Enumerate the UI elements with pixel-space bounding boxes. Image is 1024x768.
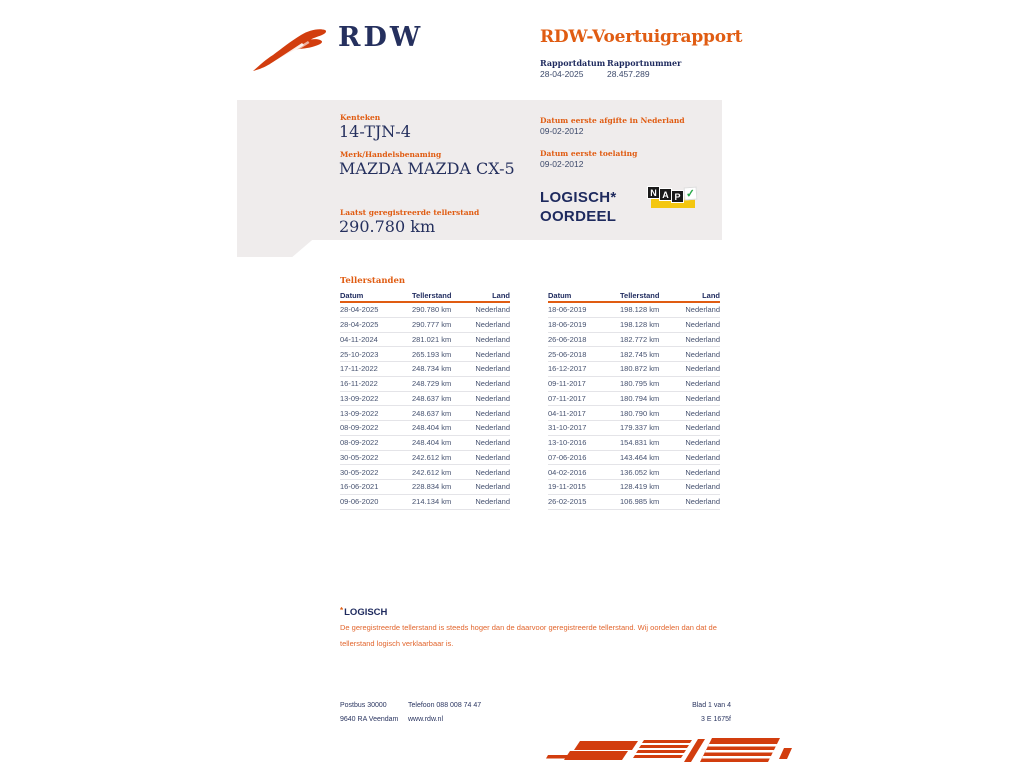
footer-page-number: Blad 1 van 4 xyxy=(692,702,731,709)
cell-land: Nederland xyxy=(475,305,510,315)
table-body-left xyxy=(340,303,510,510)
cell-land: Nederland xyxy=(475,467,510,477)
cell-land: Nederland xyxy=(475,438,510,448)
cell-tellerstand: 265.193 km xyxy=(412,349,452,359)
table-row xyxy=(548,377,720,392)
cell-datum: 31-10-2017 xyxy=(548,423,587,433)
footnote-title: LOGISCH xyxy=(344,607,388,618)
cell-tellerstand: 281.021 km xyxy=(412,334,452,344)
cell-tellerstand: 106.985 km xyxy=(620,497,660,507)
cell-land: Nederland xyxy=(685,467,720,477)
cell-datum: 18-06-2019 xyxy=(548,320,587,330)
footer-website: www.rdw.nl xyxy=(408,716,444,723)
merk-value: MAZDA MAZDA CX-5 xyxy=(339,159,515,178)
cell-datum: 13-09-2022 xyxy=(340,408,379,418)
cell-land: Nederland xyxy=(475,364,510,374)
footer-form-code: 3 E 1675f xyxy=(701,716,731,723)
cell-datum: 16-06-2021 xyxy=(340,482,379,492)
kenteken-label: Kenteken xyxy=(340,113,381,122)
cell-tellerstand: 248.637 km xyxy=(412,393,452,403)
table-row xyxy=(340,480,510,495)
cell-land: Nederland xyxy=(685,334,720,344)
nap-logo xyxy=(647,185,697,211)
cell-land: Nederland xyxy=(685,452,720,462)
report-title: RDW-Voertuigrapport xyxy=(540,27,743,47)
nap-letter-a: A xyxy=(659,188,672,201)
cell-land: Nederland xyxy=(475,349,510,359)
rdw-logo-text: RDW xyxy=(338,22,424,53)
tellerstanden-title: Tellerstanden xyxy=(340,276,406,286)
cell-land: Nederland xyxy=(685,393,720,403)
cell-tellerstand: 214.134 km xyxy=(412,497,452,507)
table-row xyxy=(340,495,510,510)
table-row xyxy=(340,421,510,436)
cell-land: Nederland xyxy=(475,497,510,507)
table-row xyxy=(340,451,510,466)
merk-label: Merk/Handelsbenaming xyxy=(340,150,442,159)
cell-land: Nederland xyxy=(685,320,720,330)
footer-address-line2: 9640 RA Veendam xyxy=(340,716,399,723)
table-row xyxy=(548,436,720,451)
cell-datum: 28-04-2025 xyxy=(340,320,379,330)
report-date-label: Rapportdatum xyxy=(540,58,606,68)
cell-tellerstand: 143.464 km xyxy=(620,452,660,462)
cell-tellerstand: 128.419 km xyxy=(620,482,660,492)
cell-land: Nederland xyxy=(685,482,720,492)
cell-tellerstand: 248.404 km xyxy=(412,438,452,448)
cell-land: Nederland xyxy=(685,305,720,315)
cell-tellerstand: 180.794 km xyxy=(620,393,660,403)
nap-letter-p: P xyxy=(671,190,684,203)
cell-datum: 07-11-2017 xyxy=(548,393,586,403)
afgifte-label: Datum eerste afgifte in Nederland xyxy=(540,116,685,125)
cell-tellerstand: 182.745 km xyxy=(620,349,660,359)
cell-land: Nederland xyxy=(475,452,510,462)
cell-datum: 04-11-2017 xyxy=(548,408,586,418)
cell-land: Nederland xyxy=(685,349,720,359)
cell-land: Nederland xyxy=(685,438,720,448)
col-header-datum: Datum xyxy=(340,291,364,300)
nap-letter-n: N xyxy=(647,186,660,199)
cell-datum: 25-10-2023 xyxy=(340,349,379,359)
table-row xyxy=(548,406,720,421)
table-row xyxy=(340,318,510,333)
cell-land: Nederland xyxy=(475,379,510,389)
cell-datum: 13-09-2022 xyxy=(340,393,379,403)
table-row xyxy=(340,392,510,407)
table-row xyxy=(548,465,720,480)
cell-land: Nederland xyxy=(685,408,720,418)
col-header-tellerstand: Tellerstand xyxy=(620,291,660,300)
report-number-label: Rapportnummer xyxy=(607,58,682,68)
cell-tellerstand: 182.772 km xyxy=(620,334,660,344)
table-header-row xyxy=(548,290,720,303)
kenteken-value: 14-TJN-4 xyxy=(339,122,411,141)
table-row xyxy=(548,392,720,407)
cell-datum: 30-05-2022 xyxy=(340,467,379,477)
table-row xyxy=(340,465,510,480)
footnote-asterisk: * xyxy=(340,606,344,615)
tellerstanden-table-right xyxy=(548,290,720,510)
oordeel-text xyxy=(540,188,617,226)
cell-land: Nederland xyxy=(475,408,510,418)
table-row xyxy=(548,303,720,318)
oordeel-line2: OORDEEL xyxy=(540,208,617,225)
cell-land: Nederland xyxy=(475,320,510,330)
cell-land: Nederland xyxy=(685,423,720,433)
cell-land: Nederland xyxy=(685,364,720,374)
cell-datum: 08-09-2022 xyxy=(340,423,379,433)
footnote-text: De geregistreerde tellerstand is steeds hoger dan de daarvoor geregistreerde tellerstand. Wij oordelen dan dat de tellerstand logisch verklaarbaar is. xyxy=(340,623,717,648)
footnote-heading xyxy=(340,606,387,618)
col-header-datum: Datum xyxy=(548,291,572,300)
table-row xyxy=(548,495,720,510)
cell-datum: 13-10-2016 xyxy=(548,438,587,448)
cell-datum: 16-12-2017 xyxy=(548,364,587,374)
cell-datum: 04-02-2016 xyxy=(548,467,587,477)
cell-land: Nederland xyxy=(685,497,720,507)
table-header-row xyxy=(340,290,510,303)
cell-tellerstand: 228.834 km xyxy=(412,482,452,492)
cell-datum: 07-06-2016 xyxy=(548,452,587,462)
cell-datum: 04-11-2024 xyxy=(340,334,378,344)
cell-tellerstand: 180.872 km xyxy=(620,364,660,374)
table-row xyxy=(548,318,720,333)
table-row xyxy=(548,480,720,495)
cell-tellerstand: 242.612 km xyxy=(412,452,452,462)
tellerstanden-table-left xyxy=(340,290,510,510)
table-body-right xyxy=(548,303,720,510)
cell-tellerstand: 198.128 km xyxy=(620,305,660,315)
cell-datum: 26-02-2015 xyxy=(548,497,587,507)
oordeel-line1: LOGISCH* xyxy=(540,189,617,206)
cell-datum: 25-06-2018 xyxy=(548,349,587,359)
cell-tellerstand: 248.404 km xyxy=(412,423,452,433)
report-number-value: 28.457.289 xyxy=(607,69,650,79)
table-row xyxy=(340,347,510,362)
cell-land: Nederland xyxy=(475,423,510,433)
cell-land: Nederland xyxy=(475,393,510,403)
table-row xyxy=(340,406,510,421)
cell-land: Nederland xyxy=(475,334,510,344)
footer-address-line1: Postbus 30000 xyxy=(340,702,387,709)
cell-land: Nederland xyxy=(685,379,720,389)
rdw-stripes-graphic xyxy=(540,735,792,767)
cell-datum: 09-11-2017 xyxy=(548,379,586,389)
table-row xyxy=(340,436,510,451)
report-date-value: 28-04-2025 xyxy=(540,69,584,79)
cell-datum: 16-11-2022 xyxy=(340,379,378,389)
cell-datum: 17-11-2022 xyxy=(340,364,378,374)
cell-datum: 30-05-2022 xyxy=(340,452,379,462)
table-row xyxy=(548,333,720,348)
cell-tellerstand: 136.052 km xyxy=(620,467,660,477)
toelating-value: 09-02-2012 xyxy=(540,159,584,169)
cell-tellerstand: 179.337 km xyxy=(620,423,660,433)
cell-tellerstand: 290.780 km xyxy=(412,305,452,315)
table-row xyxy=(340,377,510,392)
cell-land: Nederland xyxy=(475,482,510,492)
table-row xyxy=(548,347,720,362)
footer-phone: Telefoon 088 008 74 47 xyxy=(408,702,482,709)
cell-tellerstand: 290.777 km xyxy=(412,320,452,330)
cell-tellerstand: 180.790 km xyxy=(620,408,660,418)
tellerstand-value: 290.780 km xyxy=(339,217,436,236)
afgifte-value: 09-02-2012 xyxy=(540,126,584,136)
table-row xyxy=(340,303,510,318)
col-header-land: Land xyxy=(702,291,720,300)
table-row xyxy=(548,362,720,377)
cell-datum: 08-09-2022 xyxy=(340,438,379,448)
table-row xyxy=(548,421,720,436)
tellerstand-label: Laatst geregistreerde tellerstand xyxy=(340,208,480,217)
cell-datum: 19-11-2015 xyxy=(548,482,586,492)
cell-tellerstand: 248.637 km xyxy=(412,408,452,418)
cell-tellerstand: 248.734 km xyxy=(412,364,452,374)
table-row xyxy=(548,451,720,466)
cell-tellerstand: 248.729 km xyxy=(412,379,452,389)
cell-tellerstand: 198.128 km xyxy=(620,320,660,330)
cell-tellerstand: 154.831 km xyxy=(620,438,660,448)
toelating-label: Datum eerste toelating xyxy=(540,149,638,158)
cell-datum: 26-06-2018 xyxy=(548,334,587,344)
col-header-land: Land xyxy=(492,291,510,300)
table-row xyxy=(340,362,510,377)
table-row xyxy=(340,333,510,348)
cell-tellerstand: 180.795 km xyxy=(620,379,660,389)
cell-tellerstand: 242.612 km xyxy=(412,467,452,477)
cell-datum: 28-04-2025 xyxy=(340,305,379,315)
nap-check-icon: ✓ xyxy=(685,187,696,201)
col-header-tellerstand: Tellerstand xyxy=(412,291,452,300)
rdw-wing-logo-icon xyxy=(250,22,332,76)
cell-datum: 18-06-2019 xyxy=(548,305,587,315)
cell-datum: 09-06-2020 xyxy=(340,497,379,507)
